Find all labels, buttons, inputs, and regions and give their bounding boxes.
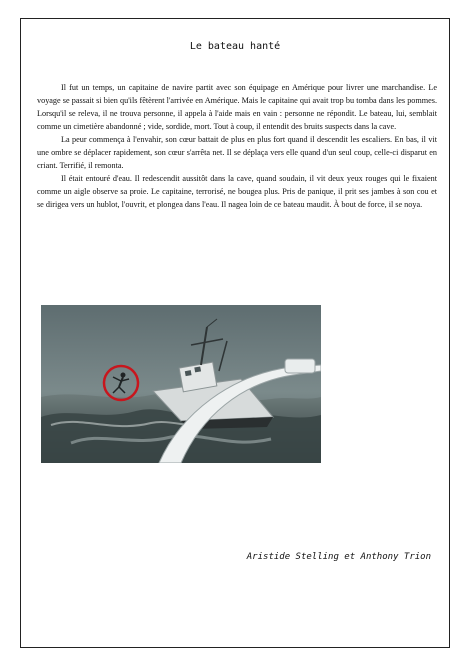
paragraph: Il fut un temps, un capitaine de navire partit avec son équipage en Amérique pour livrer une marchandise. Le voyage se passait si bien qu'ils fêtèrent l'arrivée en Amérique. Mais le capitaine qui avait trop bu tomba dans les pommes. Lorsqu'il se releva, il ne trouva personne, il appela à l'aide mais en vain : personne ne répondit. Le bateau, lui, semblait comme un cimetière abandonné ; vide, sordide, mort. Tout à coup, il entendit des bruits suspects dans la cave. <box>37 83 437 131</box>
paragraph: La peur commença à l'envahir, son cœur battait de plus en plus fort quand il descendit les escaliers. En bas, il vit une ombre se déplacer rapidement, son cœur s'arrêta net. Il se déplaça vers elle quand d'un seul coup, celle-ci disparut en criant. Terrifié, il remonta. <box>37 135 437 170</box>
document-title: Le bateau hanté <box>189 41 281 52</box>
ship-storm-photo <box>41 305 321 463</box>
ship-storm-illustration <box>41 305 321 463</box>
document-page <box>20 18 450 648</box>
story-text <box>37 81 437 211</box>
paragraph: Il était entouré d'eau. Il redescendit aussitôt dans la cave, quand soudain, il vit deux yeux rouges qui le fixaient comme un aigle observe sa proie. Le capitaine, terrorisé, ne bougea plus. Pris de panique, il prit ses jambes à son cou et se dirigea vers un hublot, l'ouvrit, et plongea dans l'eau. Il nagea loin de ce bateau maudit. À bout de force, il se noya. <box>37 174 437 209</box>
railing-joint <box>285 359 315 373</box>
author-signature: Aristide Stelling et Anthony Trion <box>246 552 431 562</box>
